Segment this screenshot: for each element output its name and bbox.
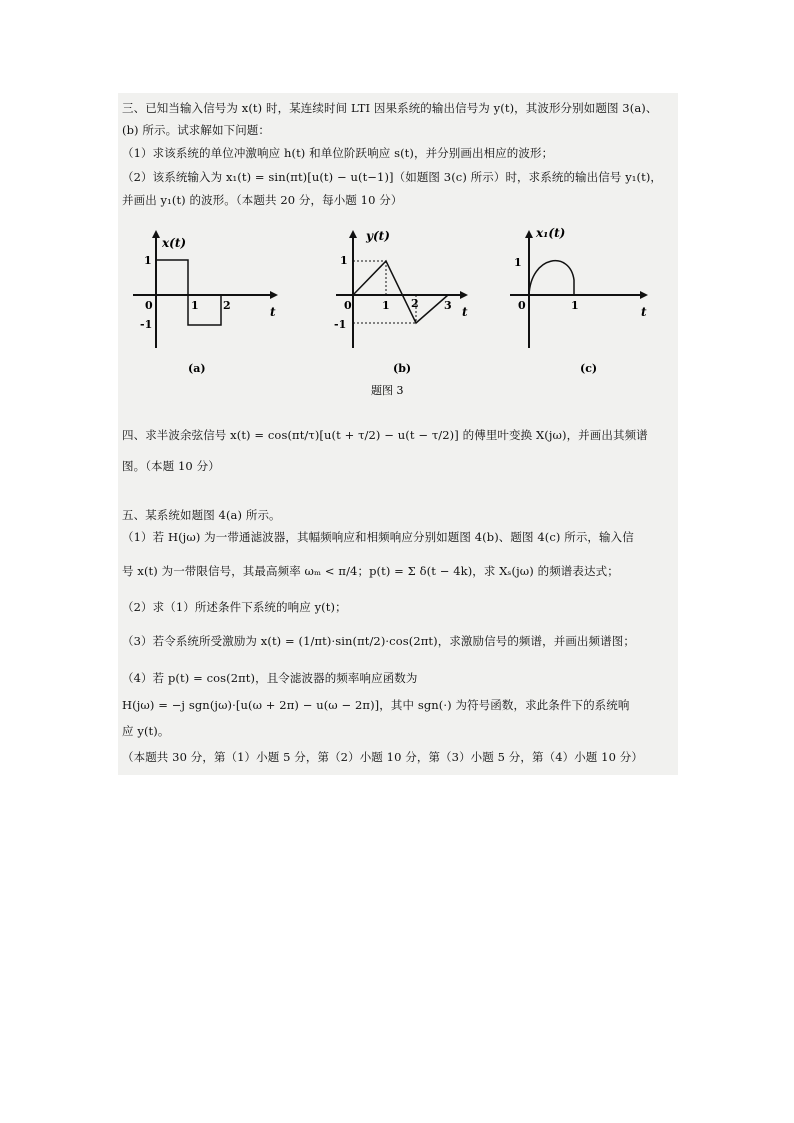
x-waveform bbox=[156, 260, 221, 325]
svg-text:-1: -1 bbox=[140, 318, 153, 331]
problem5-line8: 应 y(t)。 bbox=[122, 724, 170, 738]
problem5-line1: 五、某系统如题图 4(a) 所示。 bbox=[122, 508, 281, 522]
caption-a: (a) bbox=[188, 362, 206, 375]
problem4-line1: 四、求半波余弦信号 x(t) = cos(πt/τ)[u(t + τ/2) − u(t − τ/2)] 的傅里叶变换 X(jω)，并画出其频谱 bbox=[122, 428, 648, 442]
ylabel-b: y(t) bbox=[366, 229, 390, 243]
problem3-line3: （1）求该系统的单位冲激响应 h(t) 和单位阶跃响应 s(t)，并分别画出相应的波形； bbox=[122, 146, 554, 160]
subplot-b bbox=[334, 229, 468, 375]
problem3-line4: （2）该系统输入为 x₁(t) = sin(πt)[u(t) − u(t−1)]（如题图 3(c) 所示）时，求系统的输出信号 y₁(t)， bbox=[122, 170, 663, 184]
problem5-line3: 号 x(t) 为一带限信号，其最高频率 ωₘ < π/4；p(t) = Σ δ(t − 4k)，求 Xₛ(jω) 的频谱表达式； bbox=[122, 564, 619, 578]
svg-text:t: t bbox=[641, 305, 647, 319]
svg-text:1: 1 bbox=[571, 299, 579, 312]
problem5-line4: （2）求（1）所述条件下系统的响应 y(t)； bbox=[122, 600, 347, 614]
svg-text:0: 0 bbox=[145, 299, 153, 312]
svg-text:0: 0 bbox=[518, 299, 526, 312]
problem3-line2: (b) 所示。试求解如下问题： bbox=[122, 123, 270, 137]
svg-text:1: 1 bbox=[191, 299, 199, 312]
y-waveform bbox=[353, 261, 448, 323]
figure3-caption: 题图 3 bbox=[371, 384, 404, 397]
svg-text:t: t bbox=[462, 305, 468, 319]
subplot-c bbox=[510, 226, 648, 375]
problem3-line1: 三、已知当输入信号为 x(t) 时，某连续时间 LTI 因果系统的输出信号为 y(t)，其波形分别如题图 3(a)、 bbox=[122, 101, 658, 115]
problem5-line6: （4）若 p(t) = cos(2πt)，且令滤波器的频率响应函数为 bbox=[122, 671, 418, 685]
ylabel-c: x₁(t) bbox=[536, 226, 566, 240]
problem4-line2: 图。（本题 10 分） bbox=[122, 459, 220, 473]
problem5-line7: H(jω) = −j sgn(jω)·[u(ω + 2π) − u(ω − 2π)]，其中 sgn(·) 为符号函数，求此条件下的系统响 bbox=[122, 698, 630, 712]
caption-b: (b) bbox=[393, 362, 412, 375]
caption-c: (c) bbox=[580, 362, 598, 375]
problem5-line5: （3）若令系统所受激励为 x(t) = (1/πt)·sin(πt/2)·cos(2πt)，求激励信号的频谱，并画出频谱图； bbox=[122, 634, 635, 648]
svg-text:1: 1 bbox=[144, 254, 152, 267]
ylabel-a: x(t) bbox=[162, 236, 187, 250]
problem5-line2: （1）若 H(jω) 为一带通滤波器，其幅频响应和相频响应分别如题图 4(b)、题图 4(c) 所示，输入信 bbox=[122, 530, 634, 544]
svg-text:2: 2 bbox=[411, 297, 419, 310]
svg-text:t: t bbox=[270, 305, 276, 319]
x1-waveform bbox=[529, 261, 574, 295]
svg-text:1: 1 bbox=[514, 256, 522, 269]
subplot-a bbox=[133, 230, 278, 375]
svg-text:-1: -1 bbox=[334, 318, 347, 331]
problem3-line5: 并画出 y₁(t) 的波形。（本题共 20 分，每小题 10 分） bbox=[122, 193, 403, 207]
svg-text:0: 0 bbox=[344, 299, 352, 312]
problem5-line9: （本题共 30 分，第（1）小题 5 分，第（2）小题 10 分，第（3）小题 5 分，第（4）小题 10 分） bbox=[122, 750, 643, 764]
svg-text:3: 3 bbox=[444, 299, 452, 312]
svg-text:2: 2 bbox=[223, 299, 231, 312]
svg-text:1: 1 bbox=[382, 299, 390, 312]
figure3 bbox=[118, 220, 678, 405]
svg-text:1: 1 bbox=[340, 254, 348, 267]
